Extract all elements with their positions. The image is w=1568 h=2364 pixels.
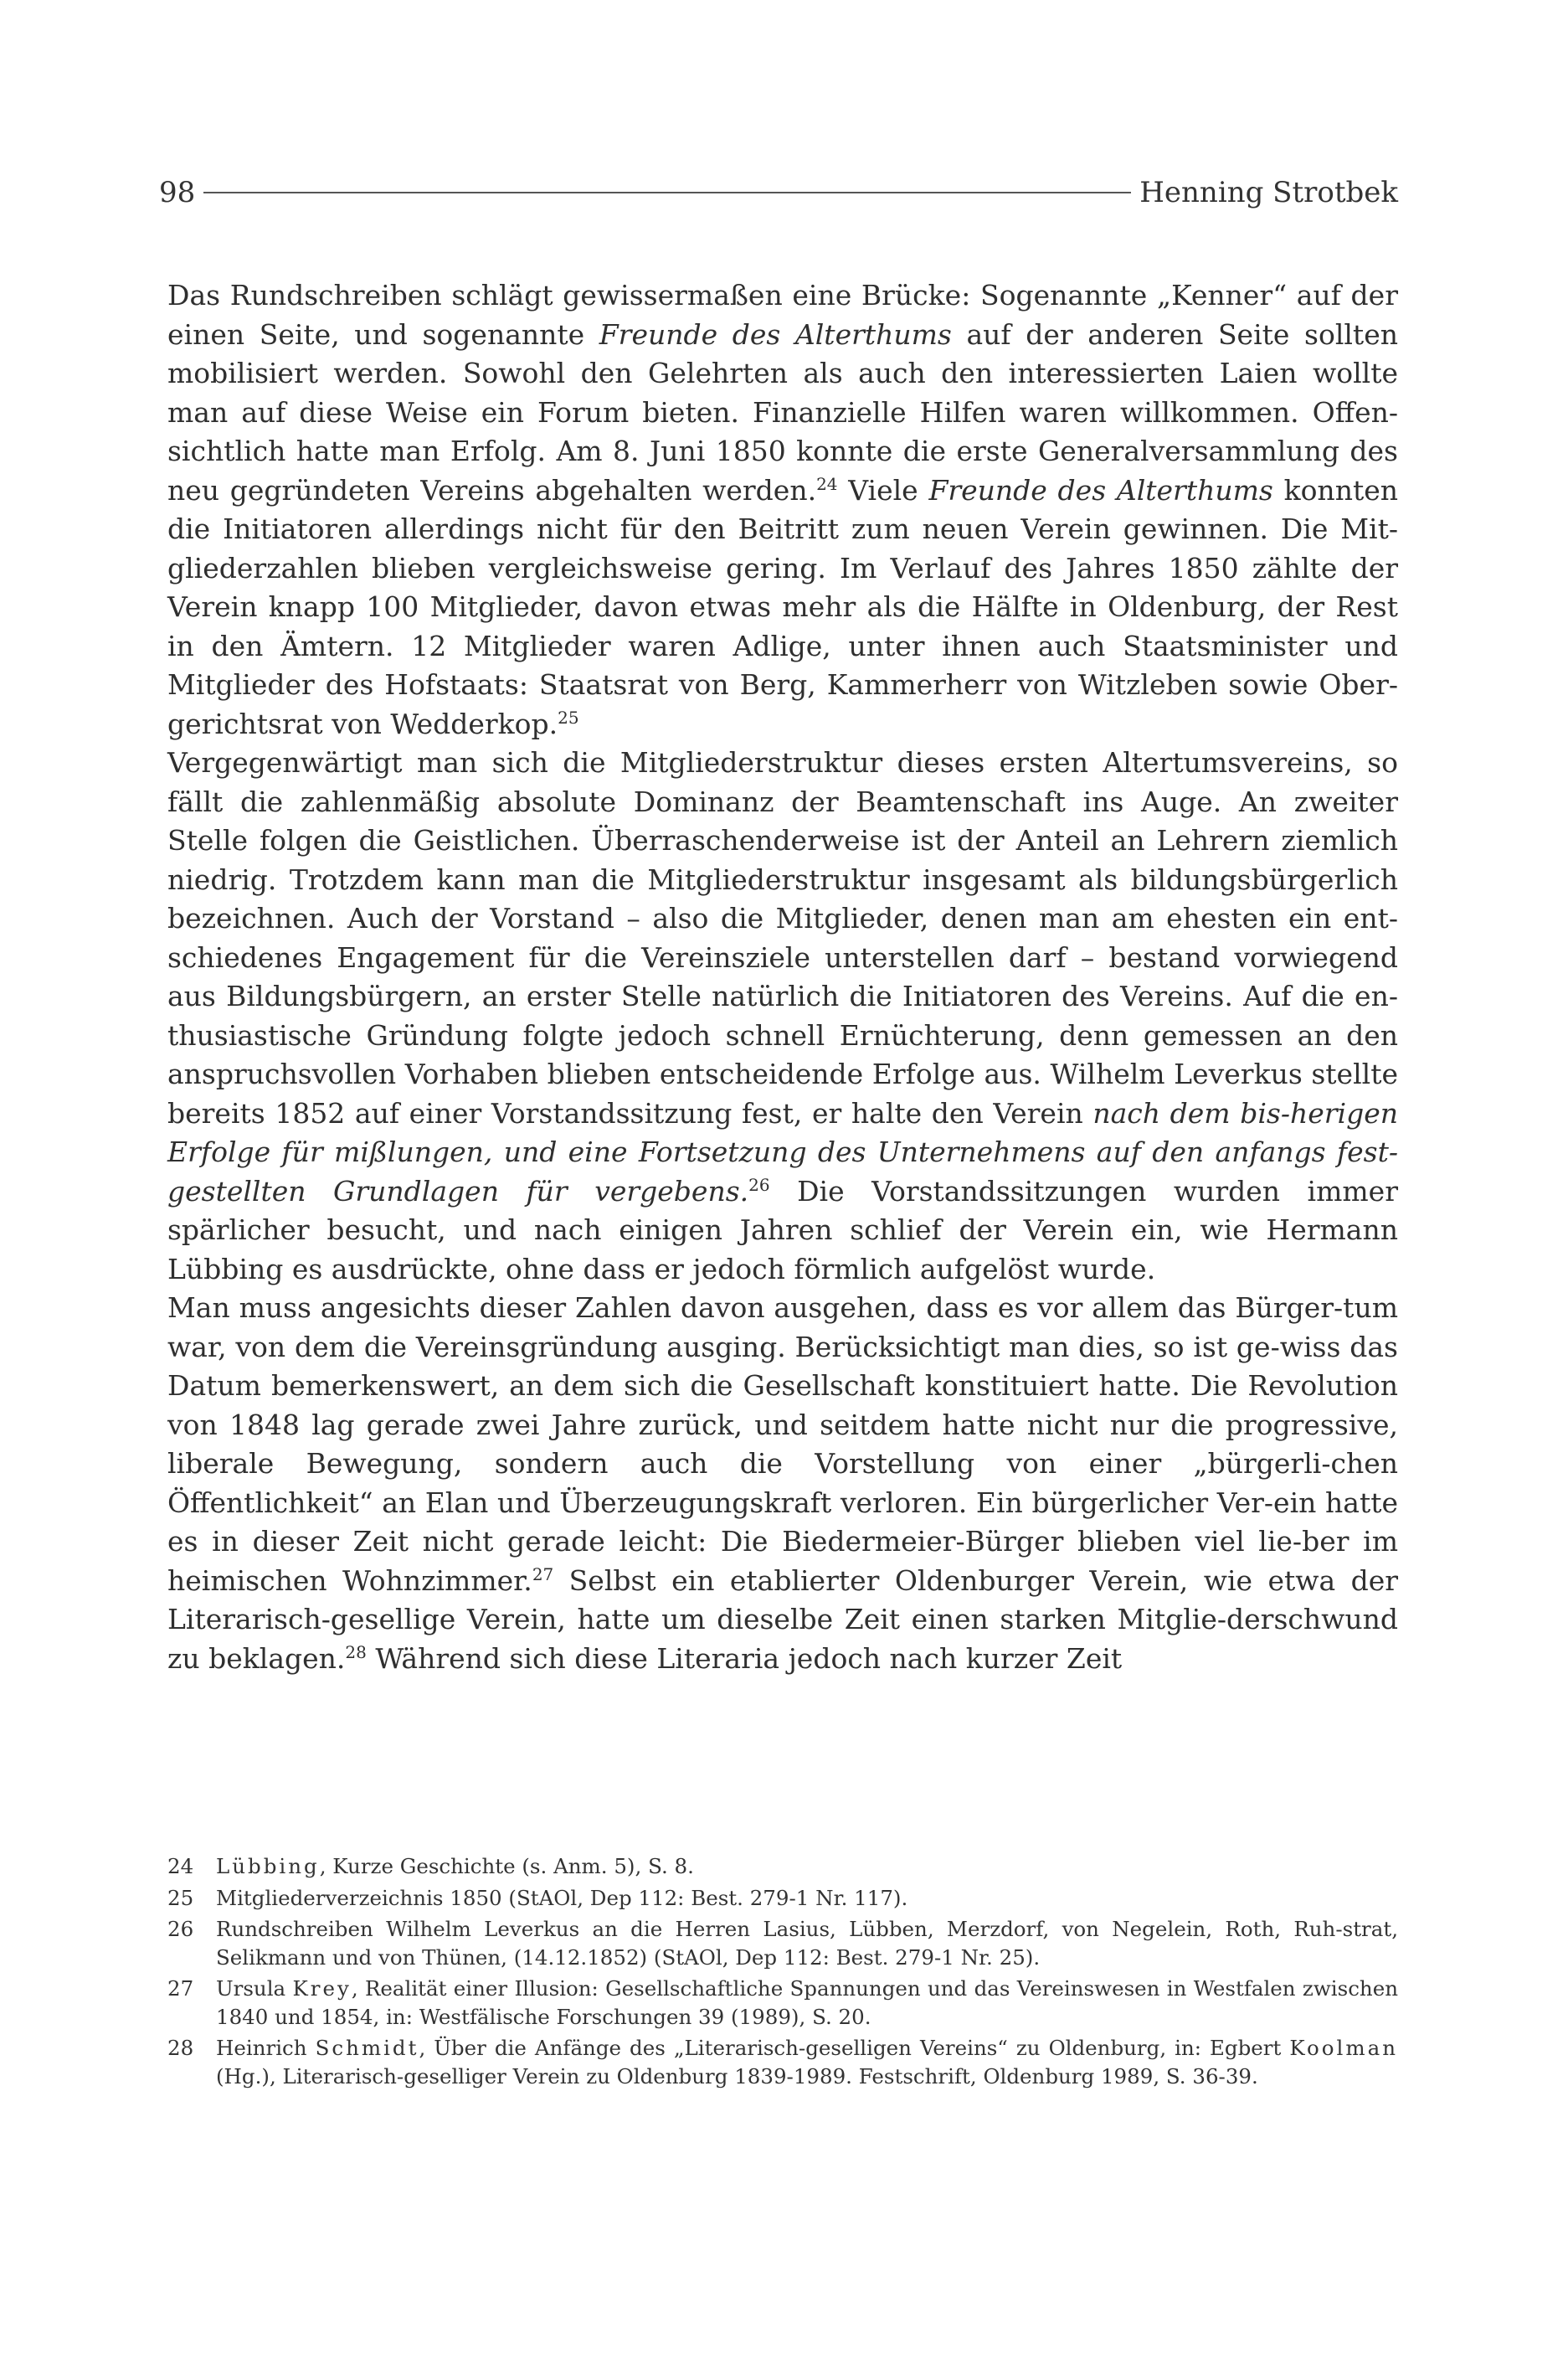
italic-term: Freunde des Alterthums <box>599 317 952 351</box>
footnotes <box>167 1852 1398 2094</box>
text-run: konnten die Initiatoren allerdings nicht für den Beitritt zum neuen Verein gewinnen. Die Mit-gliederzahlen blieben vergleichsweise gering. Im Verlauf des Jahres 1850 zählte der Verein knapp 100 Mitglieder, davon etwas mehr als die Hälfte in Oldenburg, der Rest in den Ämtern. 12 Mitglieder waren Adlige, unter ihnen auch Staatsminister und Mitglieder des Hofstaats: Staatsrat von Berg, Kammerherr von Witzleben sowie Ober-gerichtsrat von Wedderkop. <box>167 473 1398 740</box>
body-text <box>167 276 1398 1678</box>
header-rule <box>203 192 1131 193</box>
text-run: Die Vorstandssitzungen wurden immer spärlicher besucht, und nach einigen Jahren schlief der Verein ein, wie Hermann Lübbing es ausdrückte, ohne dass er jedoch förmlich aufgelöst wurde. <box>167 1174 1398 1285</box>
text-run: Während sich diese Literaria jedoch nach kurzer Zeit <box>366 1641 1123 1675</box>
italic-term: Freunde des Alterthums <box>928 473 1273 507</box>
text-run: auf der anderen Seite sollten mobilisiert werden. Sowohl den Gelehrten als auch den interessierten Laien wollte man auf diese Weise ein Forum bieten. Finanzielle Hilfen waren willkommen. Offen-sichtlich hatte man Erfolg. Am 8. Juni 1850 konnte die erste Generalversammlung des neu gegründeten Vereins abgehalten werden. <box>167 317 1398 507</box>
text-run: Vergegenwärtigt man sich die Mitgliederstruktur dieses ersten Altertumsvereins, so fällt die zahlenmäßig absolute Dominanz der Beamtenschaft ins Auge. An zweiter Stelle folgen die Geistlichen. Überraschenderweise ist der Anteil an Lehrern ziemlich niedrig. Trotzdem kann man die Mitgliederstruktur insgesamt als bildungsbürgerlich bezeichnen. Auch der Vorstand – also die Mitglieder, denen man am ehesten ein ent-schiedenes Engagement für die Vereinsziele unterstellen darf – bestand vorwiegend aus Bildungsbürgern, an erster Stelle natürlich die Initiatoren des Vereins. Auf die en-thusiastische Gründung folgte jedoch schnell Ernüchterung, denn gemessen an den anspruchsvollen Vorhaben blieben entscheidende Erfolge aus. Wilhelm Leverkus stellte bereits 1852 auf einer Vorstandssitzung fest, er halte den Verein <box>167 746 1398 1130</box>
footnote-ref-25[interactable]: 25 <box>558 707 579 728</box>
text-run: Das Rundschreiben schlägt gewissermaßen eine Brücke: Sogenannte „Kenner“ auf der einen Seite, und sogenannte <box>167 279 1398 351</box>
paragraph-1 <box>167 276 1398 744</box>
running-header <box>159 167 1398 218</box>
author-name: Schmidt <box>315 2036 419 2060</box>
text-run: , Realität einer Illusion: Gesellschaftliche Spannungen und das Vereinswesen in Westfalen zwischen 1840 und 1854, in: Westfälische Forschungen 39 (1989), S. 20. <box>216 1976 1398 2029</box>
author-name: Krey <box>292 1976 352 2001</box>
editor-name: Koolman <box>1289 2036 1398 2060</box>
footnote-ref-28[interactable]: 28 <box>345 1641 367 1662</box>
footnote-ref-27[interactable]: 27 <box>532 1563 554 1584</box>
footnote-number: 24 <box>167 1854 194 1878</box>
footnote-ref-24[interactable]: 24 <box>816 473 838 494</box>
footnote-ref-26[interactable]: 26 <box>748 1174 770 1195</box>
footnote-27 <box>167 1975 1398 2031</box>
paragraph-3 <box>167 1289 1398 1678</box>
footnote-text <box>216 1975 1398 2031</box>
text-run: Man muss angesichts dieser Zahlen davon ausgehen, dass es vor allem das Bürger-tum war, von dem die Vereinsgründung ausging. Berücksichtigt man dies, so ist ge-wiss das Datum bemerkenswert, an dem sich die Gesellschaft konstituiert hatte. Die Revolution von 1848 lag gerade zwei Jahre zurück, und seitdem hatte nicht nur die progressive, liberale Bewegung, sondern auch die Vorstellung von einer „bürgerli-chen Öffentlichkeit“ an Elan und Überzeugungskraft verloren. Ein bürgerlicher Ver-ein hatte es in dieser Zeit nicht gerade leicht: Die Biedermeier-Bürger blieben viel lie-ber im heimischen Wohnzimmer. <box>167 1291 1398 1597</box>
footnote-26 <box>167 1915 1398 1971</box>
footnote-28 <box>167 2034 1398 2090</box>
text-run: Ursula <box>216 1976 293 2001</box>
footnote-text <box>216 1852 1398 1881</box>
footnote-text: Mitgliederverzeichnis 1850 (StAOl, Dep 112: Best. 279-1 Nr. 117). <box>216 1885 908 1910</box>
running-head-author: Henning Strotbek <box>1139 176 1398 209</box>
footnote-text <box>216 2034 1398 2090</box>
footnote-number: 28 <box>167 2036 194 2060</box>
text-run: (Hg.), Literarisch-geselliger Verein zu Oldenburg 1839-1989. Festschrift, Oldenburg 1989, S. 36-39. <box>216 2063 1258 2088</box>
paragraph-2 <box>167 744 1398 1289</box>
footnote-number: 27 <box>167 1976 194 2001</box>
text-run: Selbst ein etablierter Oldenburger Verein, wie etwa der Literarisch-gesellige Verein, hatte um dieselbe Zeit einen starken Mitglie-derschwund zu beklagen. <box>167 1563 1399 1675</box>
italic-quote: nach dem bis-herigen Erfolge für mißlungen, und eine Fortsetzung des Unternehmens auf den anfangs fest-gestellten Grundlagen für vergebens. <box>167 1096 1398 1208</box>
text-run: , Über die Anfänge des „Literarisch-geselligen Vereins“ zu Oldenburg, in: Egbert <box>419 2036 1290 2060</box>
footnote-number: 25 <box>167 1885 194 1910</box>
author-name: Lübbing <box>216 1854 320 1878</box>
footnote-24 <box>167 1852 1398 1881</box>
footnote-text: Rundschreiben Wilhelm Leverkus an die Herren Lasius, Lübben, Merzdorf, von Negelein, Roth, Ruh-strat, Selikmann und von Thünen, (14.12.1852) (StAOl, Dep 112: Best. 279-1 Nr. 25). <box>216 1917 1398 1970</box>
text-run: , Kurze Geschichte (s. Anm. 5), S. 8. <box>319 1854 694 1878</box>
text-run: Viele <box>837 473 929 507</box>
page-number: 98 <box>159 176 196 209</box>
footnote-number: 26 <box>167 1917 194 1941</box>
text-run: Heinrich <box>216 2036 316 2060</box>
footnote-25 <box>167 1884 1398 1913</box>
